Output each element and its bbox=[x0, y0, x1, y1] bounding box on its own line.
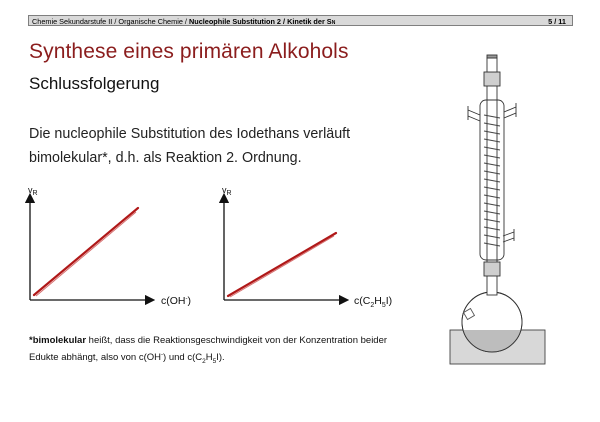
water-inlet bbox=[504, 103, 516, 118]
x-axis-label: $c(C_2H_5I)$ bbox=[354, 295, 393, 309]
data-line bbox=[228, 233, 336, 296]
top-joint bbox=[484, 72, 500, 86]
breadcrumb-topic: Nucleophile Substitution 2 / Kinetik der SN bbox=[188, 17, 336, 26]
section-subtitle: Schlussfolgerung bbox=[29, 74, 160, 93]
data-line bbox=[34, 208, 138, 295]
statement-line-2: bimolekular*, d.h. als Reaktion 2. Ordnung. bbox=[29, 150, 302, 166]
ground-joint bbox=[484, 262, 500, 276]
statement-line-1: Die nucleophile Substitution des Iodethans verläuft bbox=[29, 126, 351, 142]
breadcrumb: Chemie Sekundarstufe II / Organische Chemie / Nucleophile Substitution 2 / Kinetik der SN bbox=[32, 17, 336, 26]
x-axis-label: c(OH-) bbox=[161, 295, 191, 307]
footnote: *bimolekular heißt, dass die Reaktionsgeschwindigkeit von der Konzentration beider Edukte abhängt, also von c(OH-) und $c(C_2H_5I)$. bbox=[29, 335, 388, 366]
graph-iodethane bbox=[222, 185, 392, 309]
page-number: 5 / 11 bbox=[548, 17, 566, 26]
reflux-apparatus-illustration bbox=[450, 55, 545, 364]
round-bottom-flask bbox=[462, 275, 522, 352]
water-outlet bbox=[468, 106, 480, 121]
y-axis-label: $v_R$ bbox=[222, 185, 232, 197]
y-axis-label: $v_R$ bbox=[28, 185, 38, 197]
condenser-coil bbox=[484, 115, 500, 246]
page-title: Synthese eines primären Alkohols bbox=[29, 40, 349, 63]
graph-oh bbox=[28, 185, 191, 307]
